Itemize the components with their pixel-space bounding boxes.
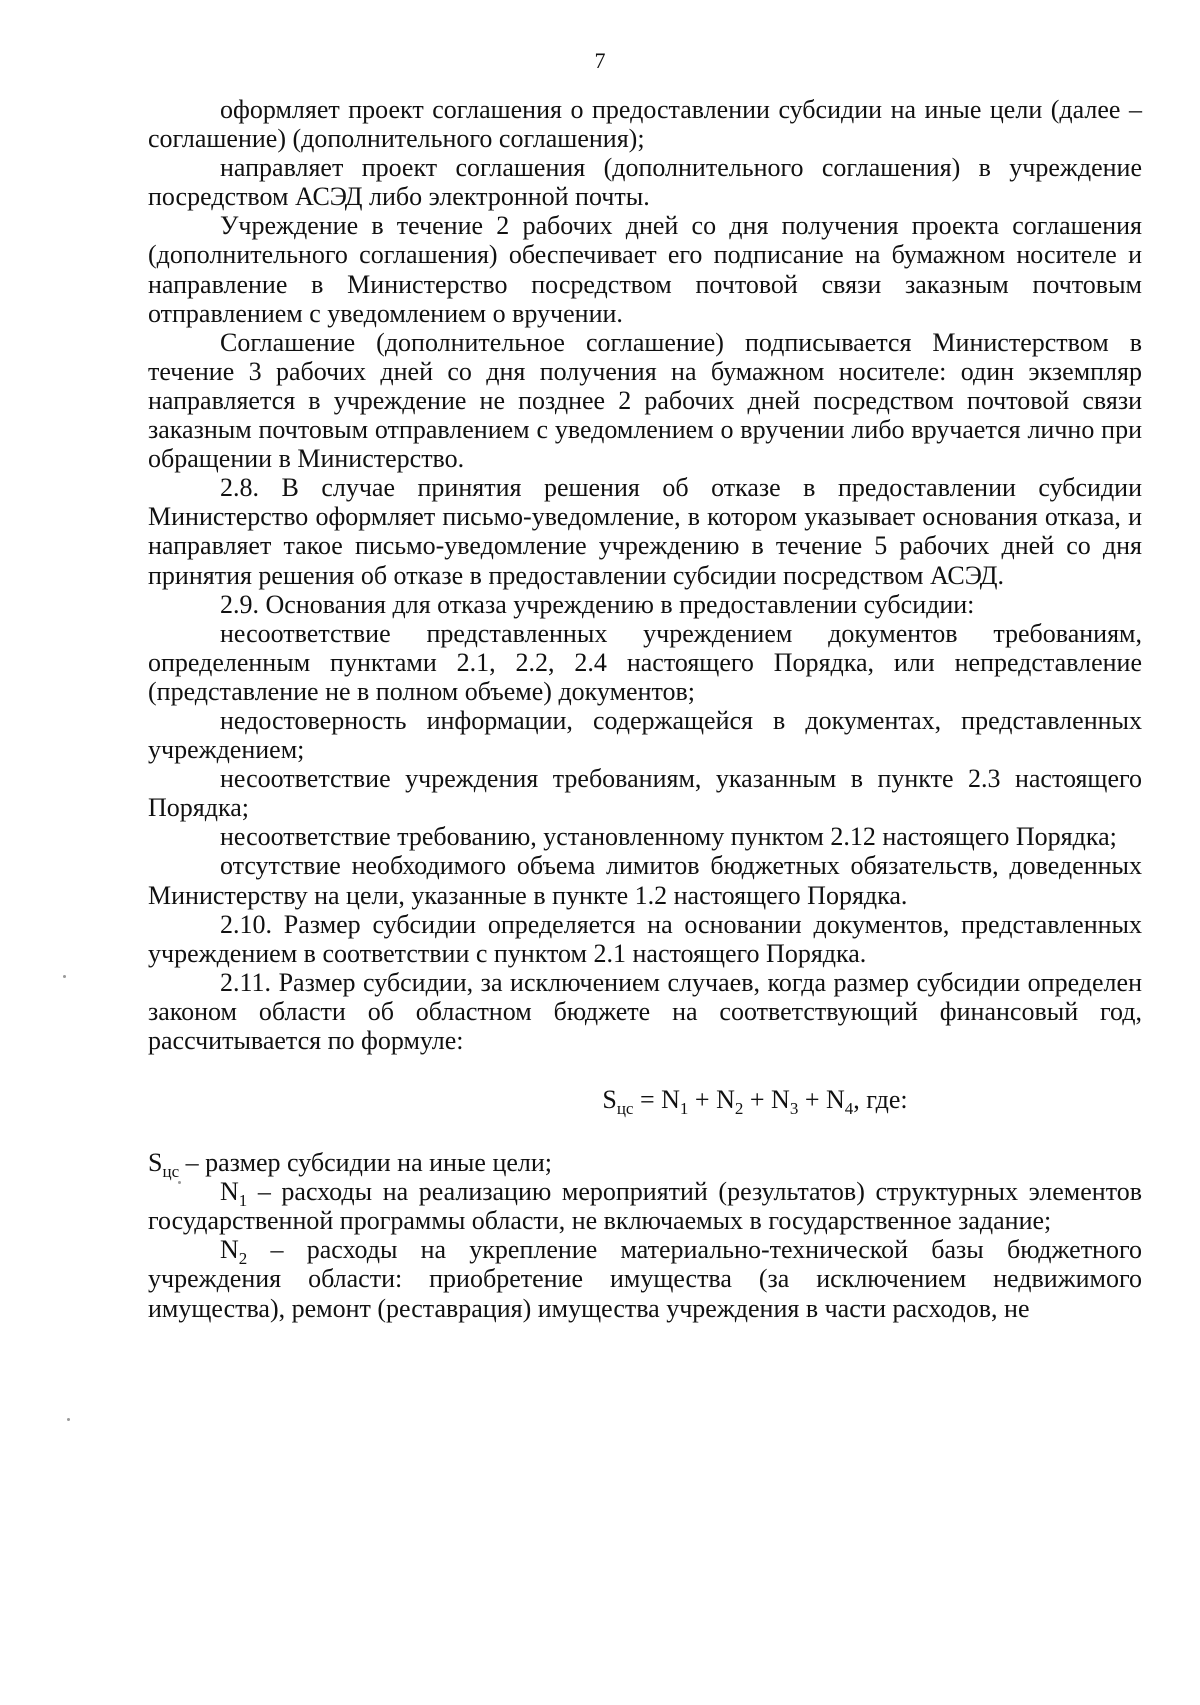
page-number: 7: [594, 48, 606, 73]
paragraph-2-11: 2.11. Размер субсидии, за исключением случаев, когда размер субсидии определен законом области об областном бюджете на соответствующий финансовый год, рассчитывается по формуле:: [148, 967, 1142, 1055]
scan-speck: [67, 1418, 70, 1421]
definition-subscript: цс: [162, 1162, 180, 1182]
paragraph-institution-signing: Учреждение в течение 2 рабочих дней со дня получения проекта соглашения (дополнительного соглашения) обеспечивает его подписание на бумажном носителе и направление в Министерство посредством почтовой связи заказным почтовым отправлением с уведомлением о вручении.: [148, 211, 1142, 328]
paragraph-2-10: 2.10. Размер субсидии определяется на основании документов, представленных учреждением в соответствии с пунктом 2.1 настоящего Порядка.: [148, 909, 1142, 968]
formula-tail: , где:: [853, 1085, 908, 1115]
definition-n2: [148, 1235, 1142, 1322]
subsidy-formula: [148, 1085, 1142, 1119]
formula-symbol-n3: N: [771, 1085, 790, 1115]
formula-plus-2: +: [743, 1085, 772, 1115]
definition-n1: [148, 1177, 1142, 1235]
document-body: [148, 95, 1142, 1323]
paragraph-refusal-ground-3: несоответствие учреждения требованиям, указанным в пункте 2.3 настоящего Порядка;: [148, 764, 1142, 823]
formula-sub-4: 4: [844, 1099, 854, 1119]
paragraph-refusal-ground-5: отсутствие необходимого объема лимитов бюджетных обязательств, доведенных Министерству на цели, указанные в пункте 1.2 настоящего Порядка.: [148, 851, 1142, 910]
paragraph-agreement-draft: оформляет проект соглашения о предоставлении субсидии на иные цели (далее – соглашение) (дополнительного соглашения);: [148, 95, 1142, 154]
formula-sub-1: 1: [679, 1099, 689, 1119]
scan-speck: [63, 975, 66, 978]
paragraph-refusal-ground-4: несоответствие требованию, установленному пунктом 2.12 настоящего Порядка;: [220, 822, 1117, 852]
definition-text: – размер субсидии на иные цели;: [179, 1148, 553, 1178]
definition-text: – расходы на реализацию мероприятий (результатов) структурных элементов государственной программы области, не включаемых в государственное задание;: [148, 1177, 1142, 1236]
definition-symbol: N: [220, 1235, 239, 1265]
formula-symbol-n2: N: [716, 1085, 735, 1115]
paragraph-agreement-sending: направляет проект соглашения (дополнительного соглашения) в учреждение посредством АСЭД либо электронной почты.: [148, 153, 1142, 212]
formula-equals: =: [633, 1085, 662, 1115]
paragraph-ministry-signing: Соглашение (дополнительное соглашение) подписывается Министерством в течение 3 рабочих дней со дня получения на бумажном носителе: один экземпляр направляется в учреждение не позднее 2 рабочих дней посредством почтовой связи заказным почтовым отправлением с уведомлением о вручении либо вручается лично при обращении в Министерство.: [148, 327, 1142, 474]
formula-sub-2: 2: [734, 1099, 744, 1119]
paragraph-refusal-ground-2: недостоверность информации, содержащейся в документах, представленных учреждением;: [148, 705, 1142, 765]
paragraph-refusal-ground-1: несоответствие представленных учреждением документов требованиям, определенным пунктами 2.1, 2.2, 2.4 настоящего Порядка, или непредставление (представление не в полном объеме) документов;: [148, 618, 1142, 706]
definition-s-cs: [148, 1148, 1142, 1182]
definition-text: – расходы на укрепление материально-технической базы бюджетного учреждения области: приобретение имущества (за исключением недвижимого имущества), ремонт (реставрация) имущества учреждения в части расходов, не: [148, 1235, 1142, 1323]
formula-symbol-n4: N: [826, 1085, 845, 1115]
definition-subscript: 2: [238, 1249, 248, 1269]
formula-sub-cs: цс: [616, 1099, 634, 1119]
formula-symbol-s: S: [602, 1085, 617, 1115]
formula-plus-1: +: [688, 1085, 717, 1115]
formula-symbol-n1: N: [661, 1085, 680, 1115]
definition-symbol: N: [220, 1177, 239, 1207]
definition-subscript: 1: [238, 1191, 248, 1211]
paragraph-2-9: 2.9. Основания для отказа учреждению в предоставлении субсидии:: [220, 589, 975, 619]
scan-speck: [178, 1181, 181, 1184]
formula-plus-3: +: [798, 1085, 826, 1115]
paragraph-2-8: 2.8. В случае принятия решения об отказе в предоставлении субсидии Министерство оформляет письмо-уведомление, в котором указывает основания отказа, и направляет такое письмо-уведомление учреждению в течение 5 рабочих дней со дня принятия решения об отказе в предоставлении субсидии посредством АСЭД.: [148, 473, 1142, 590]
definition-symbol: S: [148, 1148, 163, 1178]
formula-sub-3: 3: [789, 1099, 799, 1119]
